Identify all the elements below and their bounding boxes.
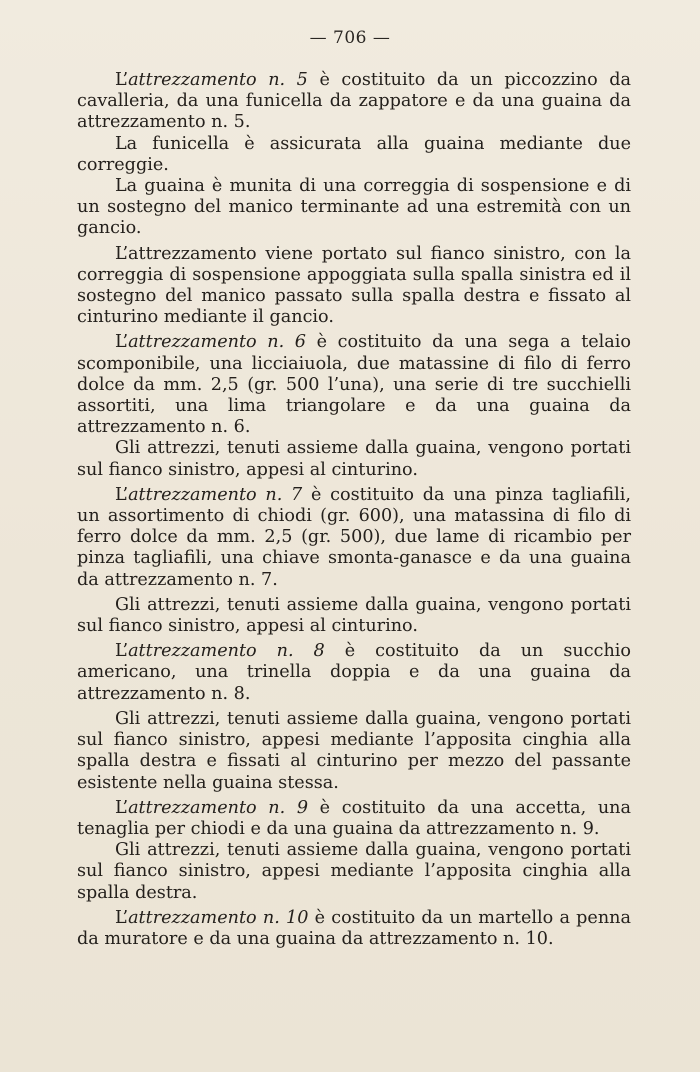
paragraph-italic: attrezzamento n. 9 <box>128 797 309 818</box>
paragraph-text: è costituito da un piccozzino da cavalleria, da una funicella da zappatore e da una guaina da attrezzamento n. 5. <box>77 70 631 133</box>
paragraph <box>77 332 631 438</box>
paragraph-lead: L’ <box>115 70 129 90</box>
paragraph-text: Gli attrezzi, tenuti assieme dalla guaina, vengono portati sul fianco sinistro, appesi mediante l’apposita cinghia alla spalla destra. <box>77 840 631 903</box>
paragraph <box>77 798 631 840</box>
page-number: — 706 — <box>309 28 391 48</box>
paragraph-italic: attrezzamento n. 8 <box>128 641 325 662</box>
paragraph <box>77 134 631 176</box>
paragraph <box>77 840 631 904</box>
paragraph-lead: L’ <box>115 907 129 928</box>
paragraph-italic: attrezzamento n. 10 <box>128 907 309 928</box>
paragraph-text: Gli attrezzi, tenuti assieme dalla guaina, vengono portati sul fianco sinistro, appesi mediante l’apposita cinghia alla spalla destra e fissati al cinturino per mezzo del passante esistente nella guaina stessa. <box>77 708 631 793</box>
paragraph <box>77 244 631 329</box>
paragraph-text: La funicella è assicurata alla guaina mediante due correggie. <box>77 133 631 175</box>
paragraph-lead: L’ <box>115 797 129 818</box>
paragraph-lead: L’ <box>115 332 129 353</box>
paragraph-text: Gli attrezzi, tenuti assieme dalla guaina, vengono portati sul fianco sinistro, appesi al cinturino. <box>77 594 631 637</box>
paragraph-text: è costituito da una accetta, una tenaglia per chiodi e da una guaina da attrezzamento n. 9. <box>77 797 632 839</box>
paragraph <box>77 70 631 134</box>
paragraph-text: è costituito da un succhio americano, una trinella doppia e da una guaina da attrezzamento n. 8. <box>77 641 631 704</box>
paragraph <box>77 438 631 480</box>
paragraph-text: è costituito da una sega a telaio scomponibile, una licciaiuola, due matassine di filo di ferro dolce da mm. 2,5 (gr. 500 l’una), una serie di tre succhielli assortiti, una lima triangolare e da una guaina da attrezzamento n. 6. <box>77 332 632 438</box>
paragraph-text: Gli attrezzi, tenuti assieme dalla guaina, vengono portati sul fianco sinistro, appesi al cinturino. <box>77 438 631 480</box>
paragraph <box>77 908 631 950</box>
paragraph-text: è costituito da una pinza tagliafili, un assortimento di chiodi (gr. 600), una matassina di filo di ferro dolce da mm. 2,5 (gr. 500), due lame di ricambio per pinza tagliafili, una chiave smonta-ganasce e da una guaina da attrezzamento n. 7. <box>77 484 631 590</box>
paragraph-italic: attrezzamento n. 6 <box>128 332 306 353</box>
paragraph <box>77 641 631 705</box>
paragraph-italic: attrezzamento n. 7 <box>128 484 303 505</box>
paragraph-text: L’attrezzamento viene portato sul fianco sinistro, con la correggia di sospensione appoggiata sulla spalla sinistra ed il sostegno del manico passato sulla spalla destra e fissato al cinturino mediante il gancio. <box>77 243 631 328</box>
paragraph-text: è costituito da un martello a penna da muratore e da una guaina da attrezzamento n. 10. <box>77 907 631 949</box>
paragraph-italic: attrezzamento n. 5 <box>128 70 308 90</box>
paragraph-text: La guaina è munita di una correggia di sospensione e di un sostegno del manico terminante ad una estremità con un gancio. <box>77 176 631 239</box>
paragraph-lead: L’ <box>115 641 129 662</box>
paragraph <box>77 709 631 794</box>
paragraph-lead: L’ <box>115 484 129 505</box>
body-text <box>77 70 631 950</box>
paragraph <box>77 595 631 637</box>
paragraph <box>77 176 631 240</box>
paragraph <box>77 485 631 591</box>
